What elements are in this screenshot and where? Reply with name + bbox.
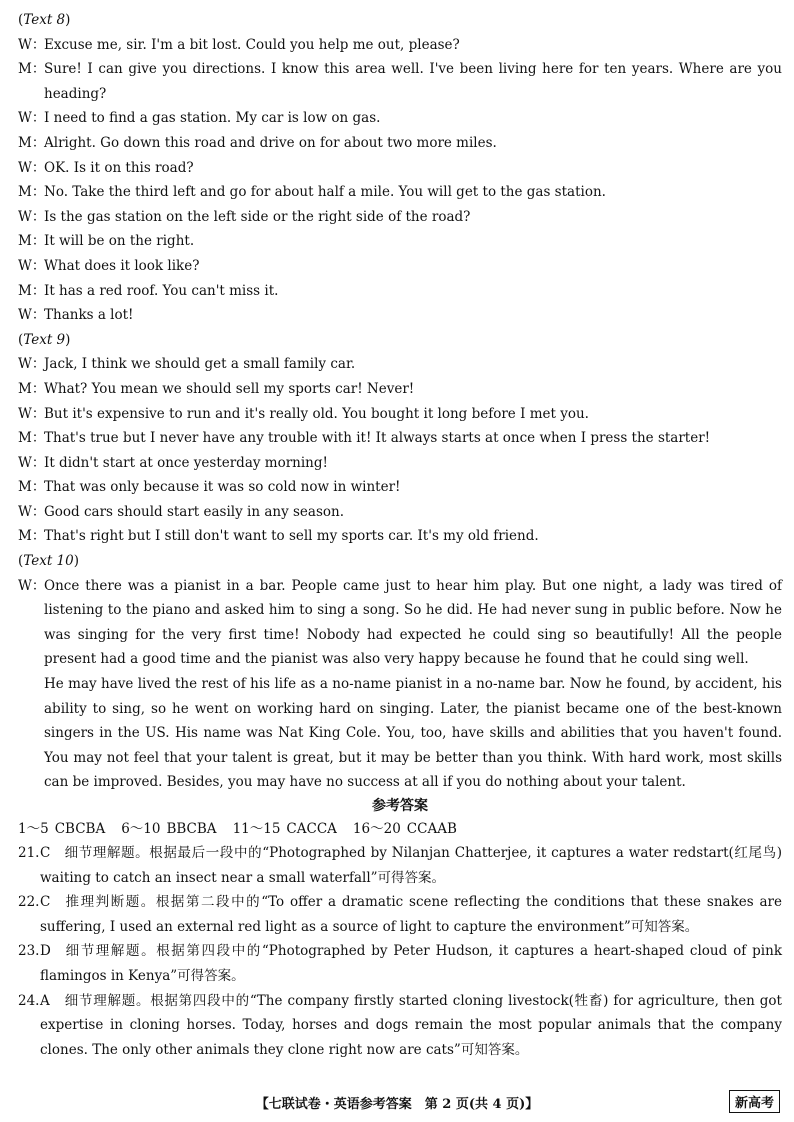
dialogue-line (18, 426, 782, 451)
utterance-text: But it's expensive to run and it's really old. You bought it long before I met you. (44, 405, 589, 422)
answer-letter: C (40, 845, 51, 861)
speaker-label: W： (18, 503, 46, 520)
text9-header: (Text 9) (18, 331, 71, 348)
utterance-text: That's true but I never have any trouble with it! It always starts at once when I press the starter! (44, 430, 711, 447)
page-footer: 【七联试卷・英语参考答案 第 2 页(共 4 页)】 (255, 1097, 539, 1112)
utterance-text: Jack, I think we should get a small family car. (44, 356, 356, 373)
utterance-text: OK. Is it on this road? (44, 159, 194, 176)
speaker-label: M： (18, 184, 46, 201)
speaker-label: W： (18, 110, 46, 127)
text8-dialogue (18, 33, 782, 328)
utterance-text: I need to find a gas station. My car is low on gas. (44, 110, 381, 127)
answers-title: 参考答案 (372, 798, 428, 814)
dialogue-line (18, 352, 782, 377)
utterance-text: It didn't start at once yesterday morning! (44, 454, 328, 471)
dialogue-line (18, 402, 782, 427)
text10-paragraph-1: Once there was a pianist in a bar. People came just to hear him play. But one night, a lady was tired of listening to the piano and asked him to sing a song. So he did. He had never sung in public before. Now he was singing for the very first time! Nobody had expected he could sing so beautifully! All the people present had a good time and the pianist was also very happy because he found that he could sing well. (44, 577, 782, 668)
text10-paragraph-2: He may have lived the rest of his life as a no-name pianist in a no-name bar. Now he found, by accident, his ability to sing, so he went on working hard on singing. Later, the pianist became one of the best-known singers in the US. His name was Nat King Cole. You, too, have skills and abilities that you haven't found. You may not feel that your talent is great, but it may be better than you think. With hard work, most skills can be improved. Besides, you may have no success at all if you do nothing about your talent. (44, 676, 782, 791)
dialogue-line (18, 33, 782, 58)
speaker-label: W： (18, 405, 46, 422)
exam-type-badge: 新高考 (729, 1090, 780, 1113)
utterance-text: That's right but I still don't want to sell my sports car. It's my old friend. (44, 528, 539, 545)
answer-keys: BBCBA (166, 821, 217, 837)
speaker-label: W： (18, 356, 46, 373)
dialogue-line (18, 57, 782, 106)
question-number: 21. (18, 845, 40, 861)
speaker-label: M： (18, 282, 46, 299)
utterance-text: Sure! I can give you directions. I know this area well. I've been living here for ten years. Where are you heading? (44, 61, 782, 102)
dialogue-line (18, 180, 782, 205)
text10-header: (Text 10) (18, 553, 80, 570)
question-number: 22. (18, 894, 40, 911)
dialogue-line (18, 524, 782, 549)
answer-explanations (18, 841, 782, 1062)
explanation-text: 推理判断题。根据第二段中的“To offer a dramatic scene reflecting the conditions that these snakes are suffering, I used an external red light as a source of light to capture the environment”可知答案。 (40, 894, 782, 935)
utterance-text: That was only because it was so cold now in winter! (44, 479, 401, 496)
answer-letter: A (40, 992, 50, 1009)
explanation-item (18, 989, 782, 1063)
explanation-text: 细节理解题。根据第四段中的“The company firstly started cloning livestock(牲畜) for agriculture, then got expertise in cloning horses. Today, horses and dogs remain the most popular animals that the company clones. The only other animals they clone right now are cats”可知答案。 (40, 992, 782, 1058)
speaker-label: W： (18, 36, 46, 53)
utterance-text: Thanks a lot! (44, 307, 134, 324)
answer-key-row (18, 817, 782, 841)
speaker-label: M： (18, 134, 46, 151)
dialogue-line (18, 131, 782, 156)
dialogue-line (18, 229, 782, 254)
utterance-text: No. Take the third left and go for about half a mile. You will get to the gas station. (44, 184, 606, 201)
answer-keys: CACCA (286, 821, 337, 837)
utterance-text: Alright. Go down this road and drive on for about two more miles. (44, 134, 497, 151)
explanation-text: 细节理解题。根据最后一段中的“Photographed by Nilanjan Chatterjee, it captures a water redstart(红尾鸟) waiting to catch an insect near a small waterfall”可得答案。 (40, 845, 782, 886)
speaker-label: M： (18, 380, 46, 397)
answer-letter: C (40, 894, 51, 911)
answer-keys: CBCBA (54, 821, 106, 837)
explanation-item (18, 890, 782, 939)
question-number: 24. (18, 992, 40, 1009)
answer-letter: D (40, 943, 51, 960)
dialogue-line (18, 451, 782, 476)
dialogue-line (18, 303, 782, 328)
answer-range: 1～5 (18, 821, 49, 837)
dialogue-line (18, 475, 782, 500)
answer-range: 11～15 (232, 821, 281, 837)
speaker-label: M： (18, 61, 46, 78)
speaker-label: M： (18, 528, 46, 545)
speaker-label: W： (18, 159, 46, 176)
speaker-label: W： (18, 208, 46, 225)
utterance-text: Excuse me, sir. I'm a bit lost. Could you help me out, please? (44, 36, 460, 53)
answer-range: 16～20 (352, 821, 401, 837)
explanation-text: 细节理解题。根据第四段中的“Photographed by Peter Hudson, it captures a heart-shaped cloud of pink flamingos in Kenya”可得答案。 (40, 943, 782, 984)
explanation-item (18, 841, 782, 890)
speaker-label: W： (18, 257, 46, 274)
utterance-text: It will be on the right. (44, 233, 195, 250)
utterance-text: Is the gas station on the left side or the right side of the road? (44, 208, 471, 225)
text8-header: (Text 8) (18, 12, 71, 28)
answer-keys: CCAAB (406, 821, 457, 837)
answer-range: 6～10 (121, 821, 161, 837)
utterance-text: What? You mean we should sell my sports car! Never! (44, 380, 415, 397)
explanation-item (18, 939, 782, 988)
dialogue-line (18, 254, 782, 279)
dialogue-line (18, 106, 782, 131)
speaker-label: W： (18, 454, 46, 471)
text9-dialogue (18, 352, 782, 549)
speaker-label: W： (18, 307, 46, 324)
utterance-text: What does it look like? (44, 257, 200, 274)
speaker-label: W： (18, 577, 46, 594)
dialogue-line (18, 377, 782, 402)
dialogue-line (18, 156, 782, 181)
dialogue-line (18, 279, 782, 304)
speaker-label: M： (18, 430, 46, 447)
utterance-text: It has a red roof. You can't miss it. (44, 282, 279, 299)
speaker-label: M： (18, 233, 46, 250)
dialogue-line (18, 500, 782, 525)
text10-monologue (18, 574, 782, 795)
question-number: 23. (18, 943, 40, 960)
dialogue-line (18, 205, 782, 230)
speaker-label: M： (18, 479, 46, 496)
utterance-text: Good cars should start easily in any season. (44, 503, 345, 520)
